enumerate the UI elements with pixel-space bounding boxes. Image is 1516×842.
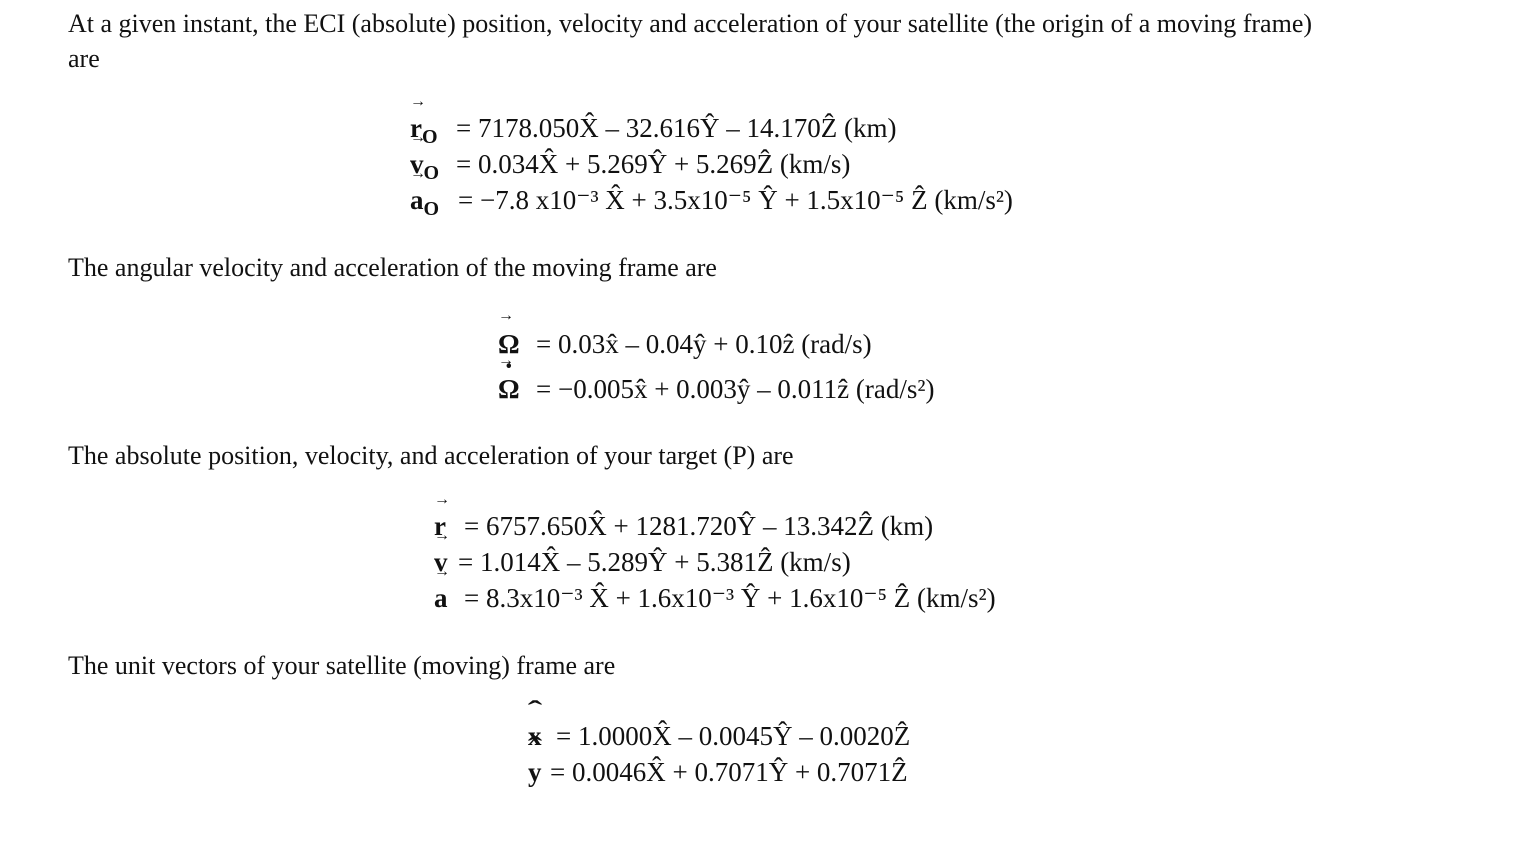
v-rhs: = 1.014X̂ – 5.289Ŷ + 5.381Ẑ (km/s) xyxy=(458,547,851,577)
a0-symbol: → $a_O$ xyxy=(410,182,444,218)
omega-symbol: → Ω xyxy=(498,324,532,364)
intro-paragraph xyxy=(68,6,1488,76)
a-symbol: → a xyxy=(434,580,468,616)
y-hat-rhs: = 0.0046X̂ + 0.7071Ŷ + 0.7071Ẑ xyxy=(550,757,908,787)
x-hat-symbol: ˆ x xyxy=(528,718,562,754)
target-intro: The absolute position, velocity, and acceleration of your target (P) are xyxy=(68,441,794,470)
x-hat-rhs: = 1.0000X̂ – 0.0045Ŷ – 0.0020Ẑ xyxy=(556,721,911,751)
a0-rhs: = −7.8 x10⁻³ X̂ + 3.5x10⁻⁵ Ŷ + 1.5x10⁻⁵ Ẑ (km/s²) xyxy=(458,185,1013,215)
angular-intro: The angular velocity and acceleration of the moving frame are xyxy=(68,253,717,282)
omega-dot-rhs: = −0.005x̂ + 0.003ŷ – 0.011ẑ (rad/s²) xyxy=(536,374,935,404)
intro-line-2: are xyxy=(68,44,100,73)
r-symbol: → r xyxy=(434,508,468,544)
r0-symbol: → $r_O$ xyxy=(410,110,444,146)
a-rhs: = 8.3x10⁻³ X̂ + 1.6x10⁻³ Ŷ + 1.6x10⁻⁵ Ẑ (km/s²) xyxy=(464,583,996,613)
v0-symbol: → $v_O$ xyxy=(410,146,444,182)
v0-rhs: = 0.034X̂ + 5.269Ŷ + 5.269Ẑ (km/s) xyxy=(456,149,851,179)
y-hat-symbol: ˆ y xyxy=(528,754,562,790)
intro-line-1: At a given instant, the ECI (absolute) position, velocity and acceleration of your satellite (the origin of a moving frame) xyxy=(68,9,1313,38)
omega-dot-symbol: → Ω · xyxy=(498,369,532,409)
r0-rhs: = 7178.050X̂ – 32.616Ŷ – 14.170Ẑ (km) xyxy=(456,113,897,143)
omega-rhs: = 0.03x̂ – 0.04ŷ + 0.10ẑ (rad/s) xyxy=(536,329,872,359)
unit-intro: The unit vectors of your satellite (moving) frame are xyxy=(68,651,616,680)
r-rhs: = 6757.650X̂ + 1281.720Ŷ – 13.342Ẑ (km) xyxy=(464,511,934,541)
v-symbol: → v xyxy=(434,544,468,580)
